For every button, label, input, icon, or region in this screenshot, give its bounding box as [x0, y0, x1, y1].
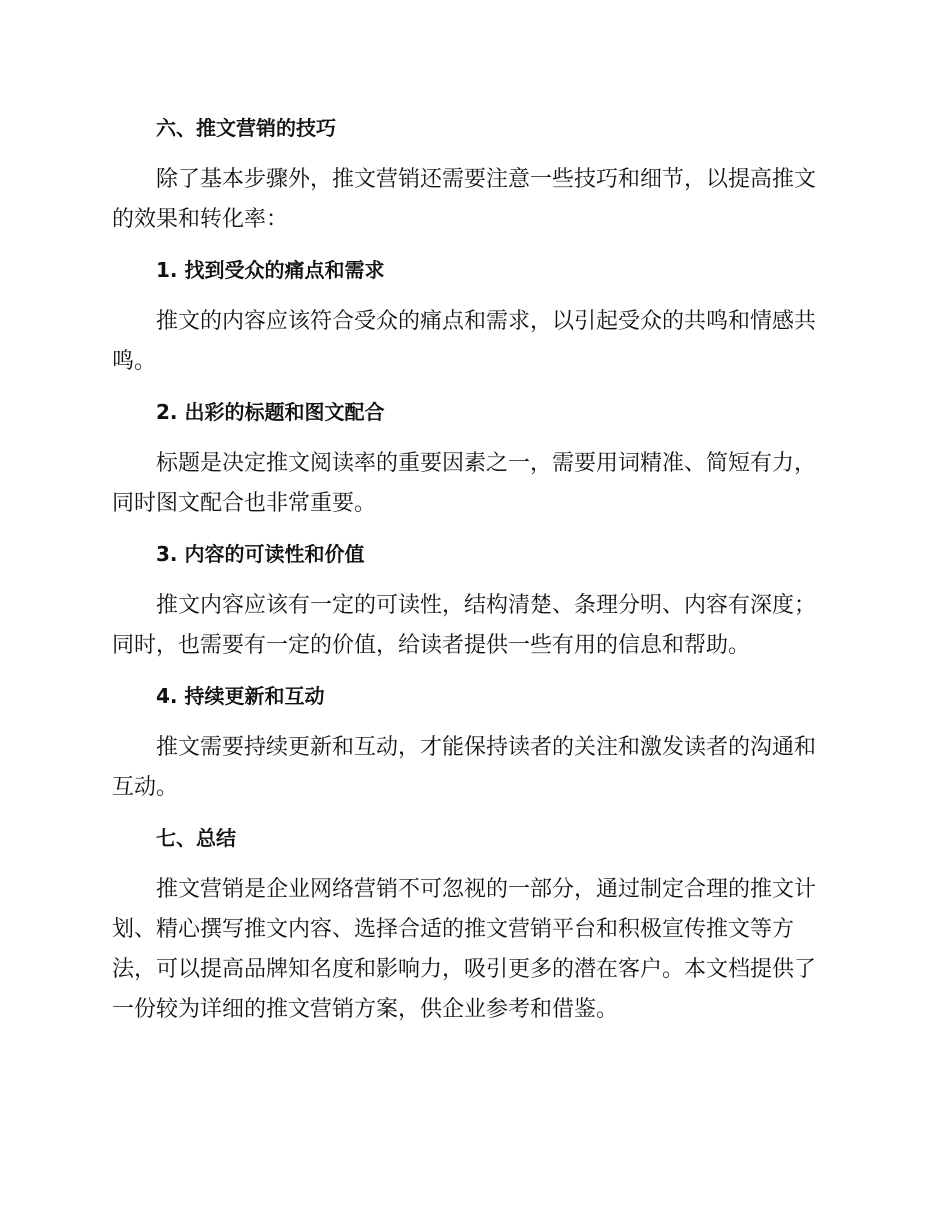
subheading-updates-interaction: 4. 持续更新和互动 — [156, 684, 325, 708]
paragraph-pain-points: 推文的内容应该符合受众的痛点和需求，以引起受众的共鸣和情感共鸣。 — [112, 309, 817, 374]
section-heading-summary: 七、总结 — [156, 826, 236, 850]
paragraph-readability-value: 推文内容应该有一定的可读性，结构清楚、条理分明、内容有深度；同时，也需要有一定的价值，给读者提供一些有用的信息和帮助。 — [112, 593, 817, 658]
subheading-pain-points: 1. 找到受众的痛点和需求 — [156, 258, 385, 282]
paragraph-updates-interaction: 推文需要持续更新和互动，才能保持读者的关注和激发读者的沟通和互动。 — [112, 735, 817, 800]
subheading-title-and-images: 2. 出彩的标题和图文配合 — [156, 400, 385, 424]
section-heading-techniques: 六、推文营销的技巧 — [156, 116, 336, 140]
section-paragraph-techniques: 除了基本步骤外，推文营销还需要注意一些技巧和细节，以提高推文的效果和转化率： — [112, 167, 817, 232]
paragraph-title-and-images: 标题是决定推文阅读率的重要因素之一，需要用词精准、简短有力，同时图文配合也非常重要。 — [112, 451, 817, 516]
document-body — [112, 108, 832, 1030]
subheading-readability-value: 3. 内容的可读性和价值 — [156, 542, 365, 566]
section-paragraph-summary: 推文营销是企业网络营销不可忽视的一部分，通过制定合理的推文计划、精心撰写推文内容、选择合适的推文营销平台和积极宣传推文等方法，可以提高品牌知名度和影响力，吸引更多的潜在客户。本文档提供了一份较为详细的推文营销方案，供企业参考和借鉴。 — [112, 877, 817, 1022]
